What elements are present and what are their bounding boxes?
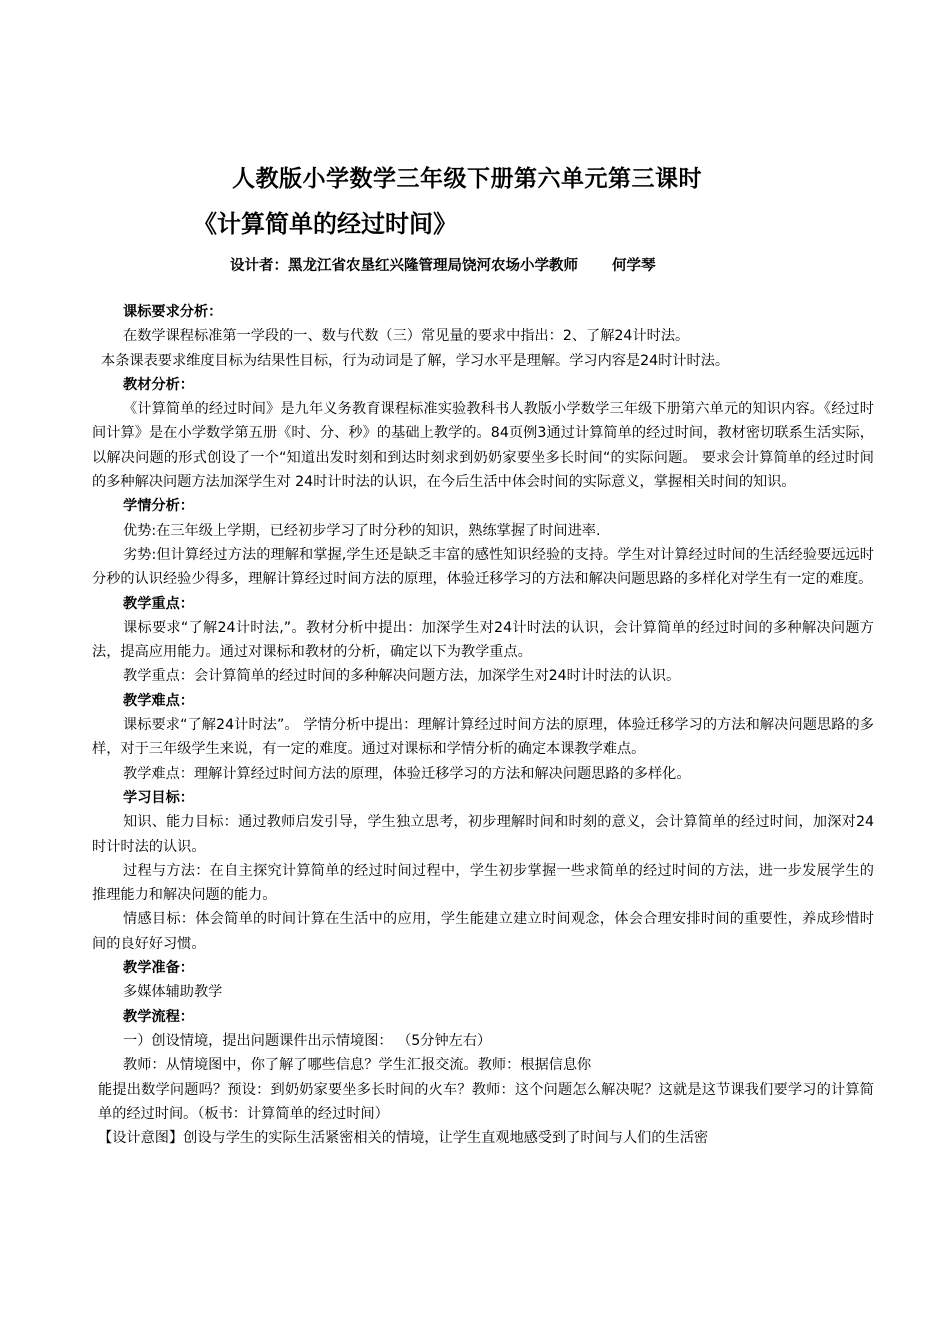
paragraph: 课标要求“了解24计时法”。 学情分析中提出：理解计算经过时间方法的原理，体验迁移学习的方法和解决问题思路的多样，对于三年级学生来说，有一定的难度。通过对课标和学情分析的确定本课教学难点。 bbox=[92, 717, 874, 758]
section-heading: 教学重点： bbox=[123, 595, 194, 612]
paragraph: 优势:在三年级上学期，已经初步学习了时分秒的知识，熟练掌握了时间进率. bbox=[123, 522, 601, 539]
paragraph: 情感目标：体会简单的时间计算在生活中的应用，学生能建立建立时间观念，体会合理安排时间的重要性，养成珍惜时间的良好好习惯。 bbox=[92, 911, 874, 952]
section-heading: 教学准备： bbox=[123, 960, 194, 977]
document-body bbox=[92, 300, 874, 1150]
document-title: 人教版小学数学三年级下册第六单元第三课时 bbox=[232, 165, 702, 192]
document-subtitle: 《计算简单的经过时间》 bbox=[193, 209, 457, 238]
paragraph: 过程与方法：在自主探究计算简单的经过时间过程中，学生初步掌握一些求简单的经过时间的方法，进一步发展学生的推理能力和解决问题的能力。 bbox=[92, 862, 874, 904]
paragraph: 一）创设情境，提出问题课件出示情境图： （5分钟左右） bbox=[123, 1032, 492, 1049]
designer-line bbox=[230, 254, 656, 275]
paragraph: 能提出数学问题吗？预设：到奶奶家要坐多长时间的火车？教师：这个问题怎么解决呢？这就是这节课我们要学习的计算简单的经过时间。（板书：计算简单的经过时间） bbox=[98, 1081, 874, 1122]
designer-name: 何学琴 bbox=[612, 258, 656, 274]
section-heading: 教学难点： bbox=[123, 692, 194, 709]
paragraph: 劣势:但计算经过方法的理解和掌握,学生还是缺乏丰富的感性知识经验的支持。学生对计算经过时间的生活经验要远远时分秒的认识经验少得多，理解计算经过时间方法的原理，体验迁移学习的方法和解决问题思路的多样化对学生有一定的难度。 bbox=[92, 546, 874, 588]
section-heading: 学情分析： bbox=[123, 498, 194, 515]
paragraph: 知识、能力目标：通过教师启发引导，学生独立思考，初步理解时间和时刻的意义，会计算简单的经过时间，加深对24时计时法的认识。 bbox=[92, 814, 874, 855]
paragraph: 课标要求“了解24计时法,”。教材分析中提出：加深学生对24计时法的认识，会计算简单的经过时间的多种解决问题方法，提高应用能力。通过对课标和教材的分析，确定以下为教学重点。 bbox=[92, 619, 874, 661]
section-heading: 学习目标： bbox=[123, 789, 194, 806]
section-heading: 课标要求分析： bbox=[123, 304, 223, 320]
paragraph: 【设计意图】创设与学生的实际生活紧密相关的情境，让学生直观地感受到了时间与人们的生活密 bbox=[98, 1130, 709, 1147]
paragraph: 《计算简单的经过时间》是九年义务教育课程标准实验教科书人教版小学数学三年级下册第六单元的知识内容。《经过时间计算》是在小学数学第五册《时、分、秒》的基础上教学的。84页例3通过计算简单的经过时间，教材密切联系生活实际，以解决问题的形式创设了一个“知道出发时刻和到达时刻求到奶奶家要坐多长时间“的实际问题。 要求会计算简单的经过时间的多种解决问题方法加深学生对 24时计时法的认识，在今后生活中体会时间的实际意义，掌握相关时间的知识。 bbox=[92, 401, 874, 491]
paragraph: 教学难点：理解计算经过时间方法的原理，体验迁移学习的方法和解决问题思路的多样化。 bbox=[123, 765, 691, 782]
paragraph: 多媒体辅助教学 bbox=[123, 984, 223, 1001]
section-heading: 教学流程： bbox=[123, 1008, 194, 1025]
paragraph: 教学重点：会计算简单的经过时间的多种解决问题方法，加深学生对24时计时法的认识。 bbox=[123, 668, 681, 685]
paragraph: 在数学课程标准第一学段的一、数与代数（三）常见量的要求中指出：2、了解24计时法。 bbox=[123, 328, 690, 345]
paragraph: 教师：从情境图中，你了解了哪些信息？学生汇报交流。教师：根据信息你 bbox=[123, 1057, 592, 1074]
paragraph: 本条课表要求维度目标为结果性目标，行为动词是了解，学习水平是理解。学习内容是24时计时法。 bbox=[101, 352, 730, 369]
designer-label: 设计者：黑龙江省农垦红兴隆管理局饶河农场小学教师 bbox=[230, 258, 578, 274]
section-heading: 教材分析： bbox=[123, 376, 194, 393]
